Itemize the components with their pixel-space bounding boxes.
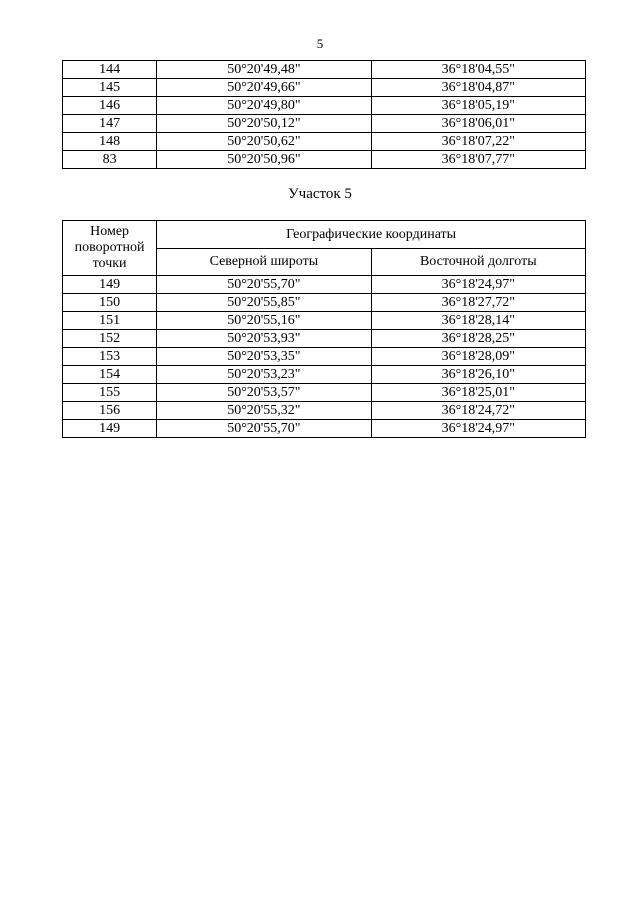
cell-north-lat: 50°20'55,32"	[157, 402, 371, 420]
table-row	[63, 61, 586, 79]
cell-point-number: 151	[63, 312, 157, 330]
cell-point-number: 83	[63, 151, 157, 169]
cell-east-lon: 36°18'24,97"	[371, 276, 585, 294]
cell-east-lon: 36°18'07,77"	[371, 151, 585, 169]
cell-north-lat: 50°20'50,96"	[157, 151, 371, 169]
header-point-number: Номер поворотной точки	[63, 221, 157, 276]
header-north-lat: Северной широты	[157, 249, 371, 276]
coordinates-table-body	[63, 61, 586, 169]
cell-east-lon: 36°18'06,01"	[371, 115, 585, 133]
cell-north-lat: 50°20'55,16"	[157, 312, 371, 330]
cell-point-number: 148	[63, 133, 157, 151]
coordinates-table-body	[63, 276, 586, 438]
cell-east-lon: 36°18'24,72"	[371, 402, 585, 420]
cell-north-lat: 50°20'49,48"	[157, 61, 371, 79]
cell-north-lat: 50°20'55,70"	[157, 420, 371, 438]
cell-east-lon: 36°18'26,10"	[371, 366, 585, 384]
cell-north-lat: 50°20'53,23"	[157, 366, 371, 384]
header-east-lon: Восточной долготы	[371, 249, 585, 276]
cell-east-lon: 36°18'05,19"	[371, 97, 585, 115]
header-geo-coords: Географические координаты	[157, 221, 586, 249]
cell-point-number: 144	[63, 61, 157, 79]
table-row	[63, 348, 586, 366]
cell-east-lon: 36°18'28,25"	[371, 330, 585, 348]
cell-east-lon: 36°18'07,22"	[371, 133, 585, 151]
cell-east-lon: 36°18'04,55"	[371, 61, 585, 79]
table-row	[63, 151, 586, 169]
cell-east-lon: 36°18'24,97"	[371, 420, 585, 438]
cell-east-lon: 36°18'04,87"	[371, 79, 585, 97]
cell-east-lon: 36°18'25,01"	[371, 384, 585, 402]
table-row	[63, 276, 586, 294]
cell-east-lon: 36°18'28,14"	[371, 312, 585, 330]
page-number: 5	[316, 36, 324, 51]
cell-point-number: 145	[63, 79, 157, 97]
cell-point-number: 147	[63, 115, 157, 133]
cell-north-lat: 50°20'50,62"	[157, 133, 371, 151]
table-row	[63, 312, 586, 330]
section-title: Участок 5	[288, 186, 352, 202]
cell-east-lon: 36°18'27,72"	[371, 294, 585, 312]
coordinates-table-continued	[62, 60, 586, 169]
cell-point-number: 156	[63, 402, 157, 420]
cell-north-lat: 50°20'49,80"	[157, 97, 371, 115]
cell-north-lat: 50°20'50,12"	[157, 115, 371, 133]
cell-east-lon: 36°18'28,09"	[371, 348, 585, 366]
cell-north-lat: 50°20'49,66"	[157, 79, 371, 97]
cell-point-number: 149	[63, 276, 157, 294]
cell-point-number: 150	[63, 294, 157, 312]
cell-point-number: 154	[63, 366, 157, 384]
table-row	[63, 366, 586, 384]
table-row	[63, 115, 586, 133]
table-row	[63, 402, 586, 420]
table-row	[63, 79, 586, 97]
table-header	[63, 221, 586, 276]
table-row	[63, 330, 586, 348]
cell-point-number: 155	[63, 384, 157, 402]
table-row	[63, 97, 586, 115]
cell-north-lat: 50°20'55,70"	[157, 276, 371, 294]
cell-point-number: 153	[63, 348, 157, 366]
cell-point-number: 146	[63, 97, 157, 115]
cell-north-lat: 50°20'53,93"	[157, 330, 371, 348]
table-row	[63, 294, 586, 312]
table-row	[63, 384, 586, 402]
cell-north-lat: 50°20'53,35"	[157, 348, 371, 366]
table-row	[63, 133, 586, 151]
coordinates-table-section-5	[62, 220, 586, 438]
cell-north-lat: 50°20'53,57"	[157, 384, 371, 402]
cell-north-lat: 50°20'55,85"	[157, 294, 371, 312]
table-row	[63, 420, 586, 438]
cell-point-number: 152	[63, 330, 157, 348]
cell-point-number: 149	[63, 420, 157, 438]
